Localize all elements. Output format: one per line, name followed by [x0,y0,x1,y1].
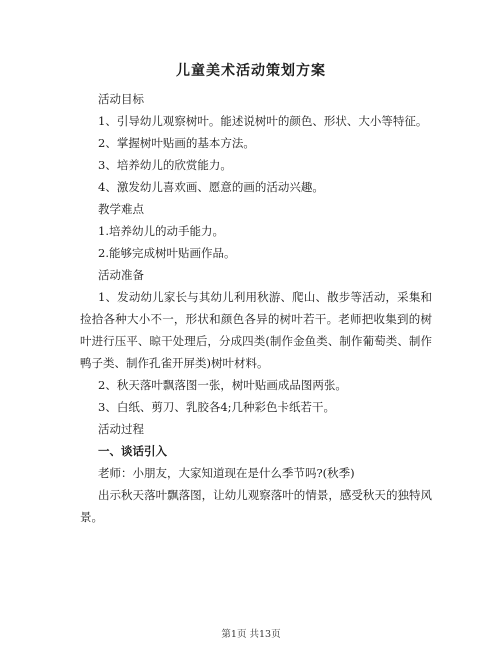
process-heading-1: 一、谈话引入 [98,444,167,458]
prep-paragraph-3: 3、白纸、剪刀、乳胶各4;几种彩色卡纸若干。 [98,400,336,414]
difficulty-item-2: 2.能够完成树叶贴画作品。 [98,246,236,260]
section-heading-goals: 活动目标 [98,92,144,106]
process-show-paragraph: 出示秋天落叶飘落图，让幼儿观察落叶的情景，感受秋天的独特风景。 [80,488,432,524]
goal-item-1: 1、引导幼儿观察树叶。能述说树叶的颜色、形状、大小等特征。 [98,114,428,128]
goal-item-4: 4、激发幼儿喜欢画、愿意的画的活动兴趣。 [98,180,324,194]
section-heading-prep: 活动准备 [98,268,144,282]
section-heading-difficulty: 教学难点 [98,202,144,216]
page-number: 第1页 共13页 [221,629,281,640]
process-teacher-line: 老师：小朋友，大家知道现在是什么季节吗?(秋季) [98,466,355,480]
goal-item-3: 3、培养幼儿的欣赏能力。 [98,158,232,172]
difficulty-item-1: 1.培养幼儿的动手能力。 [98,224,224,238]
document-title: 儿童美术活动策划方案 [176,63,326,79]
prep-paragraph-2: 2、秋天落叶飘落图一张，树叶贴画成品图两张。 [98,378,347,392]
goal-item-2: 2、掌握树叶贴画的基本方法。 [98,136,255,150]
section-heading-process: 活动过程 [98,422,144,436]
prep-paragraph-1: 1、发动幼儿家长与其幼儿利用秋游、爬山、散步等活动，采集和捡拾各种大小不一，形状和颜色各异的树叶若干。老师把收集到的树叶进行压平、晾干处理后，分成四类(制作金鱼类、制作葡萄类、制作鸭子类、制作孔雀开屏类)树叶材料。 [80,290,432,370]
